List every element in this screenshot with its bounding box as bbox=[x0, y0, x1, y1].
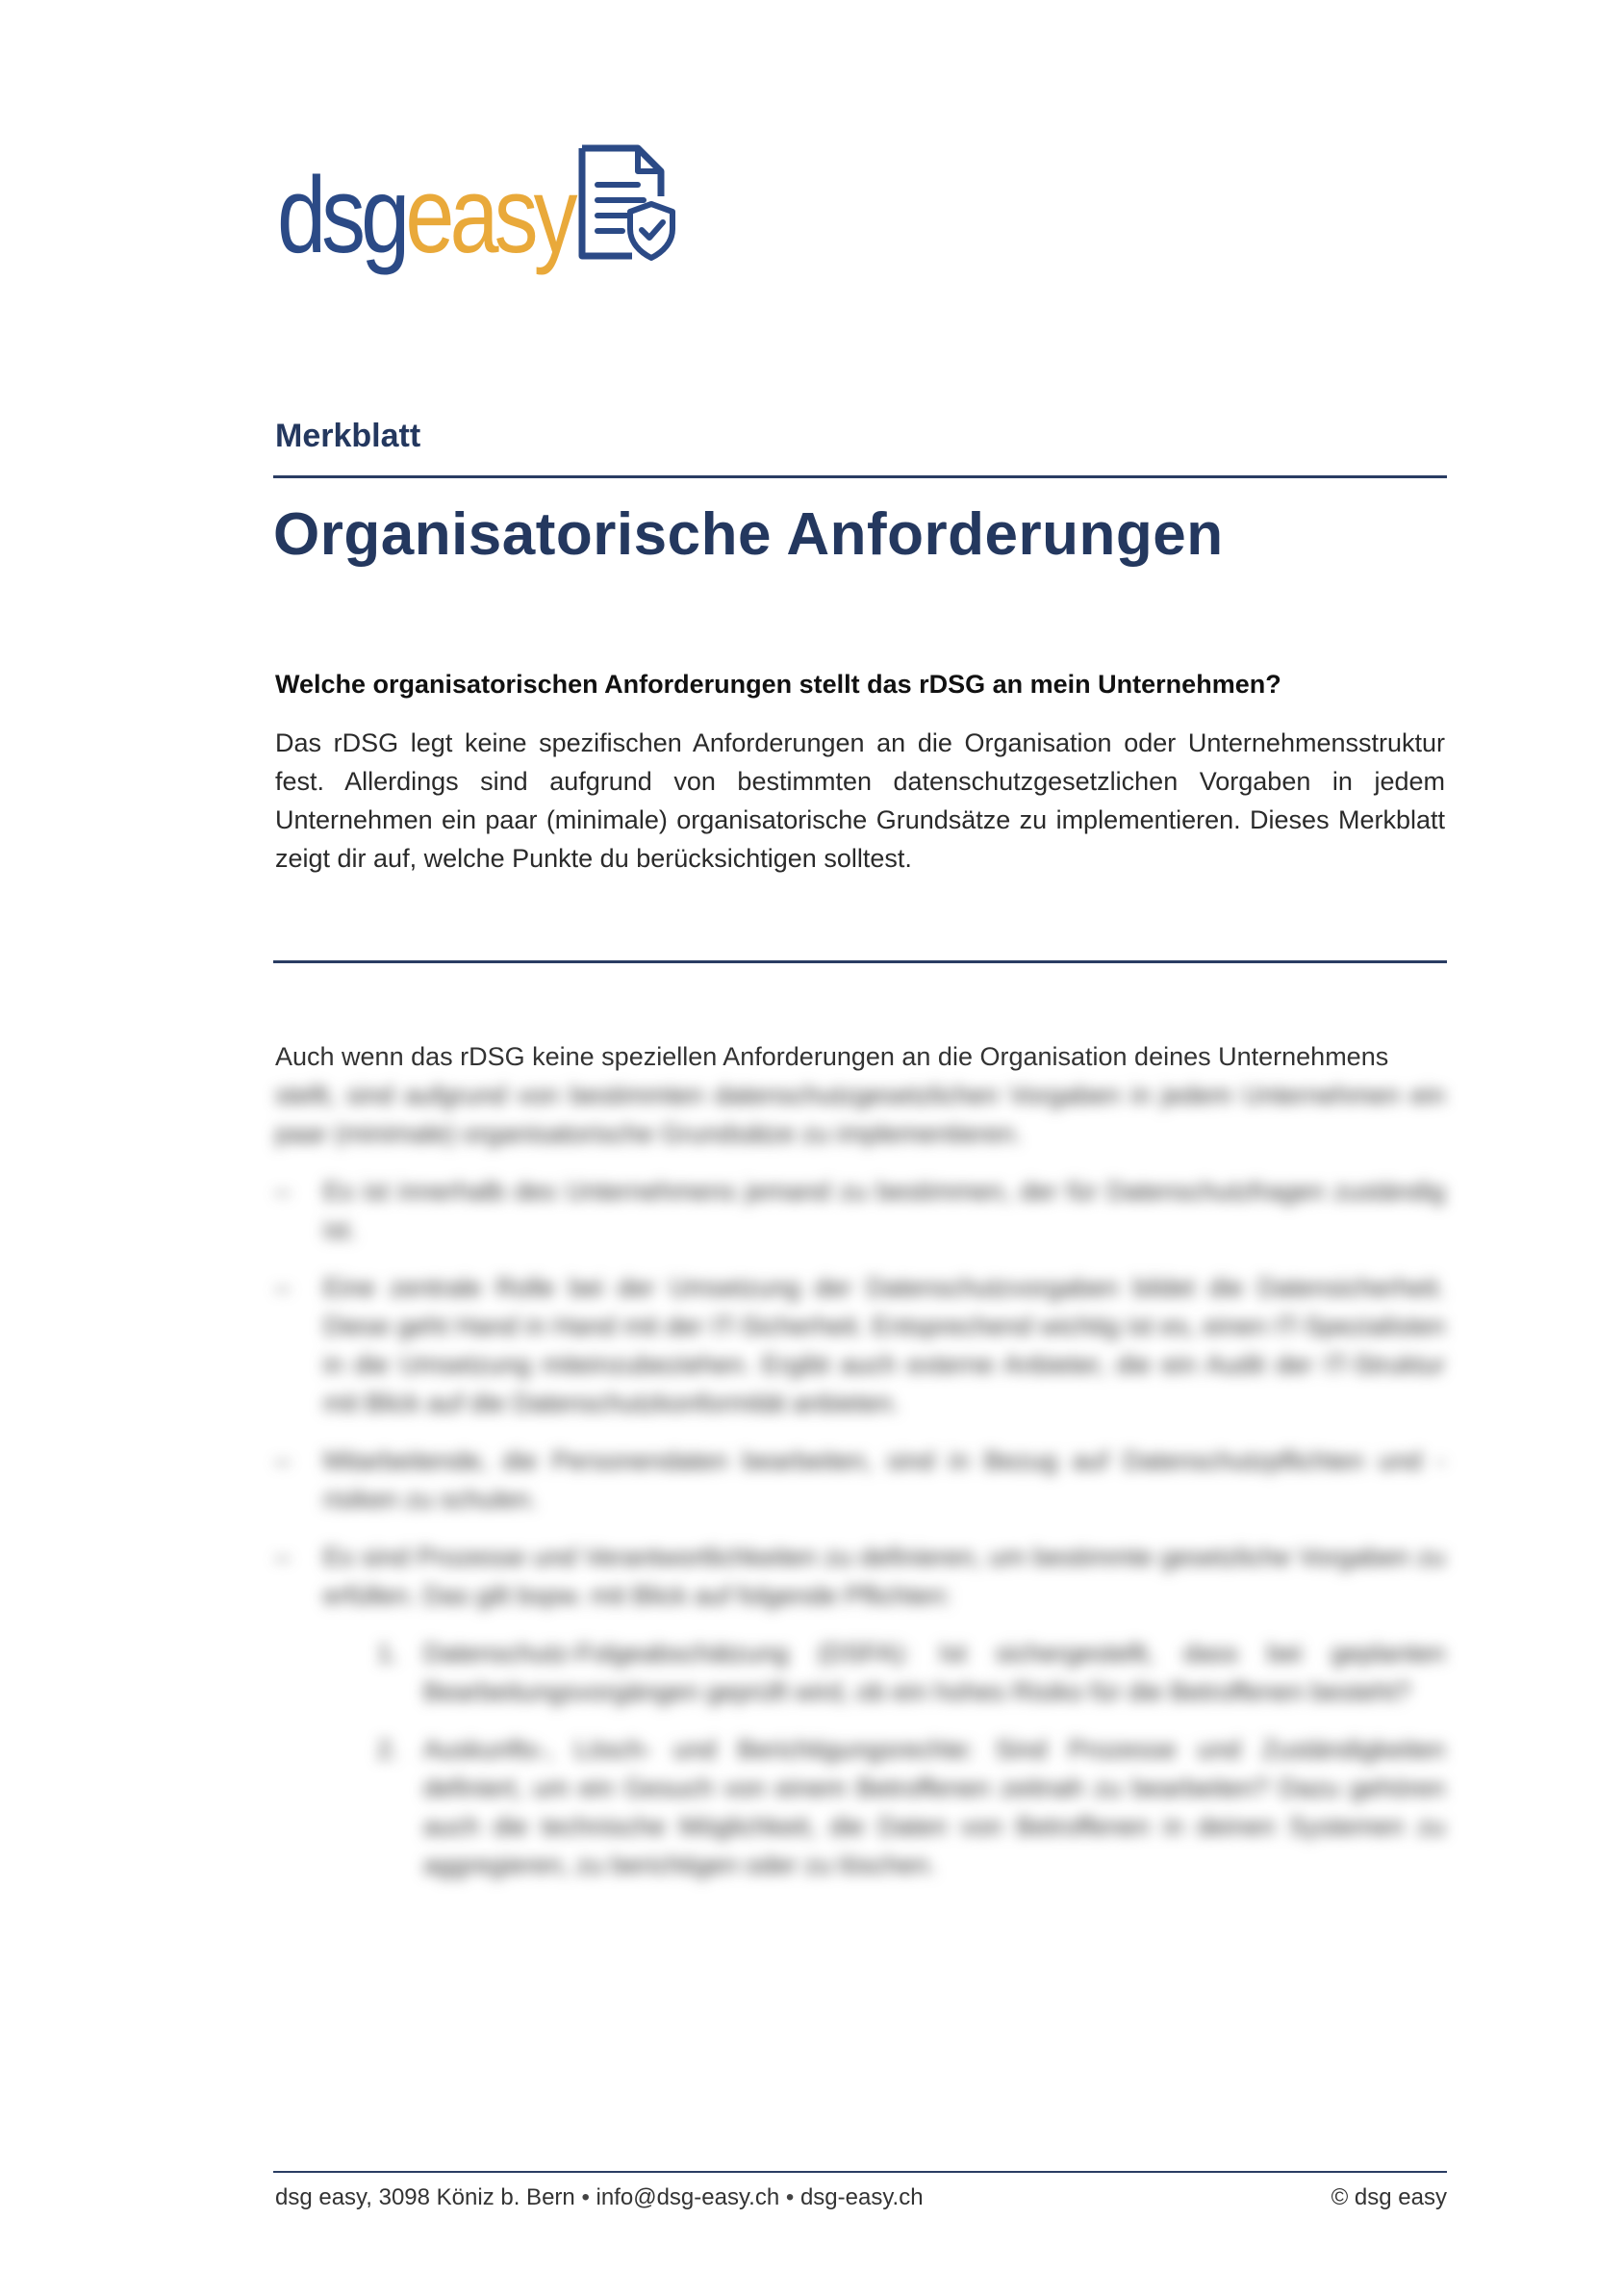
list-item-text: Es sind Prozesse und Verantwortlichkeiten zu definieren, um bestimmte gesetzliche Vorgaben zu erfüllen. Das gilt bspw. mit Blick auf folgende Pflichten: bbox=[323, 1543, 1445, 1610]
list-item bbox=[275, 1268, 1445, 1422]
footer-separator: • bbox=[581, 2184, 590, 2210]
logo-wordmark-dsg: dsg bbox=[277, 155, 406, 275]
company-logo bbox=[277, 135, 678, 275]
logo-wordmark bbox=[277, 155, 573, 275]
header-divider bbox=[273, 475, 1447, 478]
document-type-label: Merkblatt bbox=[275, 418, 421, 454]
footer-contact bbox=[275, 2184, 924, 2211]
list-item-text: Es ist innerhalb des Unternehmens jemand zu bestimmen, der für Datenschutzfragen zuständig ist. bbox=[323, 1177, 1445, 1244]
intro-question: Welche organisatorischen Anforderungen stellt das rDSG an mein Unternehmen? bbox=[275, 670, 1281, 699]
numbered-item-text: Datenschutz-Folgeabschätzung (DSFA): Ist sichergestellt, dass bei geplanten Bearbeitungsvorgängen geprüft wird, ob ein hohes Risiko für die Betroffenen besteht? bbox=[423, 1639, 1445, 1706]
dash-marker: – bbox=[275, 1543, 291, 1571]
dash-marker: – bbox=[275, 1273, 291, 1302]
list-item-text: Eine zentrale Rolle bei der Umsetzung der Datenschutzvorgaben bildet die Datensicherheit. Diese geht Hand in Hand mit der IT-Sicherheit. Entsprechend wichtig ist es, einen IT-Spezialisten in die Umsetzung miteinzubeziehen. Ergibt auch externe Anbieter, die ein Audit der IT-Struktur mit Blick auf die Datenschutzkonformität anbieten. bbox=[323, 1273, 1445, 1417]
item-number: 2. bbox=[377, 1735, 399, 1764]
footer-copyright: © dsg easy bbox=[1331, 2184, 1447, 2210]
list-item bbox=[275, 1172, 1445, 1249]
logo-wordmark-easy: easy bbox=[405, 155, 573, 275]
footer-website-link[interactable]: dsg-easy.ch bbox=[799, 2184, 924, 2210]
requirements-list bbox=[275, 1172, 1445, 1884]
blurred-body bbox=[275, 1076, 1445, 1903]
intro-paragraph: Das rDSG legt keine spezifischen Anforderungen an die Organisation oder Unternehmensstruktur fest. Allerdings sind aufgrund von bestimmten datenschutzgesetzlichen Vorgaben in jedem Unternehmen ein paar (minimale) organisatorische Grundsätze zu implementieren. Dieses Merkblatt zeigt dir auf, welche Punkte du berücksichtigen solltest. bbox=[275, 728, 1445, 873]
section-divider bbox=[273, 960, 1447, 963]
numbered-item-text: Auskunfts-, Lösch- und Berichtigungsrechte: Sind Prozesse und Zuständigkeiten definiert, um ein Gesuch von einem Betroffenen zeitnah zu bearbeiten? Dazu gehören auch die technische Möglichkeit, die Daten von Betroffenen in deinen Systemen zu aggregieren, zu berichtigen oder zu löschen. bbox=[423, 1735, 1445, 1879]
footer-separator: • bbox=[785, 2184, 795, 2210]
document-shield-icon bbox=[574, 139, 678, 264]
list-item bbox=[275, 1441, 1445, 1518]
numbered-list bbox=[323, 1634, 1445, 1884]
footer-divider bbox=[273, 2171, 1447, 2173]
page-title: Organisatorische Anforderungen bbox=[273, 501, 1224, 568]
numbered-item bbox=[323, 1730, 1445, 1884]
footer-email-link[interactable]: info@dsg-easy.ch bbox=[596, 2184, 780, 2210]
dash-marker: – bbox=[275, 1446, 291, 1475]
body-first-line: Auch wenn das rDSG keine speziellen Anforderungen an die Organisation deines Unternehmens bbox=[275, 1042, 1389, 1071]
footer-company: dsg easy, 3098 Köniz b. Bern bbox=[275, 2184, 575, 2210]
dash-marker: – bbox=[275, 1177, 291, 1206]
item-number: 1. bbox=[377, 1639, 399, 1668]
list-item-text: Mitarbeitende, die Personendaten bearbeiten, sind in Bezug auf Datenschutzpflichten und -risiken zu schulen. bbox=[323, 1446, 1445, 1514]
list-item bbox=[275, 1538, 1445, 1884]
numbered-item bbox=[323, 1634, 1445, 1711]
body-paragraph: stellt, sind aufgrund von bestimmten datenschutzgesetzlichen Vorgaben in jedem Unternehmen ein paar (minimale) organisatorische Grundsätze zu implementieren. bbox=[275, 1081, 1445, 1148]
